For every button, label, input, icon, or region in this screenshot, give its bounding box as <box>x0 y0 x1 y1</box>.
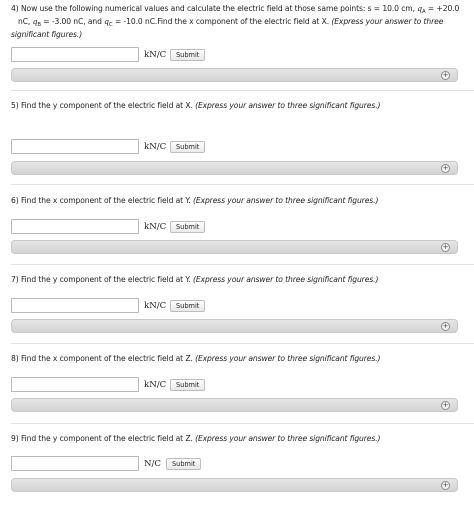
question-7 <box>11 275 467 345</box>
divider <box>11 90 474 91</box>
question-6-prompt: 6) Find the x component of the electric field at Y. (Express your answer to three significant figures.) <box>11 196 379 205</box>
plus-circle-icon[interactable]: + <box>442 322 449 330</box>
question-4 <box>11 4 467 84</box>
hint-expand-bar[interactable] <box>11 68 458 82</box>
question-number: 6) <box>11 196 19 205</box>
plus-circle-icon[interactable]: + <box>442 164 449 172</box>
answer-input[interactable] <box>11 219 139 234</box>
divider <box>11 264 474 265</box>
question-6 <box>11 196 467 266</box>
unit-label: kN/C <box>144 379 167 390</box>
question-number: 4) <box>11 4 19 13</box>
question-9 <box>11 434 467 504</box>
question-8 <box>11 354 467 424</box>
question-hint: significant figures.) <box>11 30 83 39</box>
answer-input[interactable] <box>11 377 139 392</box>
question-5-prompt: 5) Find the y component of the electric field at X. (Express your answer to three significant figures.) <box>11 101 381 110</box>
question-number: 9) <box>11 434 19 443</box>
answer-input[interactable] <box>11 47 139 62</box>
question-hint: (Express your answer to three significant figures.) <box>193 196 379 205</box>
question-number: 7) <box>11 275 19 284</box>
question-hint: (Express your answer to three significant figures.) <box>193 275 379 284</box>
unit-label: kN/C <box>144 49 167 60</box>
hint-expand-bar[interactable] <box>11 240 458 254</box>
unit-label: N/C <box>144 458 161 469</box>
unit-label: kN/C <box>144 221 167 232</box>
hint-expand-bar[interactable] <box>11 161 458 175</box>
divider <box>11 423 474 424</box>
divider <box>11 343 474 344</box>
answer-input[interactable] <box>11 139 139 154</box>
question-4-prompt: 4) Now use the following numerical values and calculate the electric field at those same points: s = 10.0 cm, $q_A = +20.0$ nC, $q_B = -3.00$ nC, and $q_C = -10.0$ nC.Find the x component of the electric field at X. (Express your answer to three significant figures.) <box>11 4 460 39</box>
question-hint: (Express your answer to three <box>331 17 444 26</box>
submit-button[interactable]: Submit <box>170 221 205 233</box>
question-number: 5) <box>11 101 19 110</box>
question-hint: (Express your answer to three significant figures.) <box>195 101 381 110</box>
submit-button[interactable]: Submit <box>170 141 205 153</box>
plus-circle-icon[interactable]: + <box>442 401 449 409</box>
plus-circle-icon[interactable]: + <box>442 71 449 79</box>
submit-button[interactable]: Submit <box>166 458 201 470</box>
submit-button[interactable]: Submit <box>170 300 205 312</box>
submit-button[interactable]: Submit <box>170 379 205 391</box>
question-hint: (Express your answer to three significant figures.) <box>195 354 381 363</box>
divider <box>11 184 474 185</box>
submit-button[interactable]: Submit <box>170 49 205 61</box>
hint-expand-bar[interactable] <box>11 398 458 412</box>
hint-expand-bar[interactable] <box>11 478 458 492</box>
question-number: 8) <box>11 354 19 363</box>
question-hint: (Express your answer to three significant figures.) <box>195 434 381 443</box>
plus-circle-icon[interactable]: + <box>442 243 449 251</box>
unit-label: kN/C <box>144 300 167 311</box>
plus-circle-icon[interactable]: + <box>442 481 449 489</box>
question-9-prompt: 9) Find the y component of the electric field at Z. (Express your answer to three significant figures.) <box>11 434 381 443</box>
unit-label: kN/C <box>144 141 167 152</box>
answer-input[interactable] <box>11 456 139 471</box>
question-5 <box>11 101 467 176</box>
question-7-prompt: 7) Find the y component of the electric field at Y. (Express your answer to three significant figures.) <box>11 275 379 284</box>
answer-input[interactable] <box>11 298 139 313</box>
question-8-prompt: 8) Find the x component of the electric field at Z. (Express your answer to three significant figures.) <box>11 354 381 363</box>
hint-expand-bar[interactable] <box>11 319 458 333</box>
